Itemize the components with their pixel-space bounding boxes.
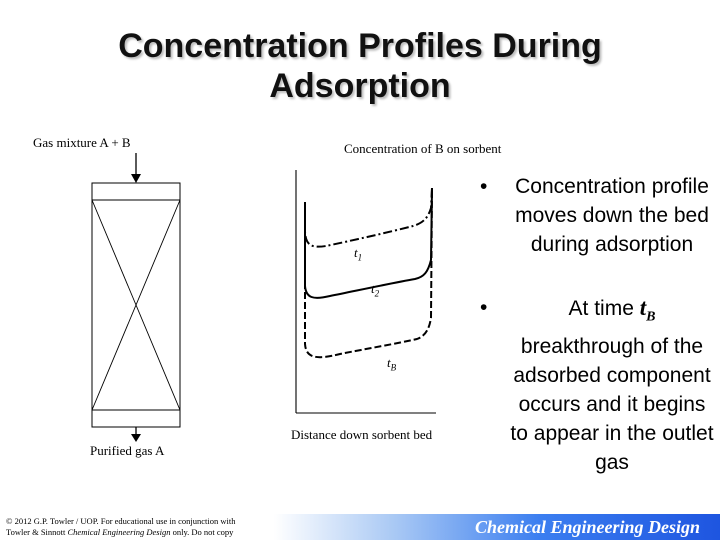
inlet-label: Gas mixture A + B: [33, 135, 131, 150]
inlet-arrow-head: [131, 174, 141, 183]
curve-label-tB: $t_B$: [387, 355, 397, 373]
copyright-notice: [6, 516, 236, 538]
curve-label-t1: $t_1$: [354, 245, 363, 263]
y-axis-label: Concentration of B on sorbent: [344, 141, 502, 156]
bullet-text-after: breakthrough of the adsorbed component occurs and it begins to appear in the outlet gas: [510, 334, 714, 474]
bullet-list: [470, 172, 716, 477]
bullet-dot: •: [480, 175, 488, 198]
copyright-line-2: Towler & Sinnott Chemical Engineering Design only. Do not copy: [6, 527, 234, 537]
title-line-2: Adsorption: [269, 67, 451, 105]
bullet-text-before: At time: [568, 297, 640, 320]
outlet-label: Purified gas A: [90, 443, 165, 458]
brand-title: Chemical Engineering Design: [474, 517, 700, 537]
profile-curve-tB: [305, 188, 432, 357]
bullet-text: Concentration profile moves down the bed during adsorption: [515, 175, 709, 256]
bullet-dot: •: [480, 296, 488, 319]
curve-label-t2: $t_2$: [371, 281, 380, 299]
x-axis-label: Distance down sorbent bed: [291, 427, 433, 442]
title-line-1: Concentration Profiles During: [118, 27, 602, 65]
breakthrough-time-symbol: $t_B$: [639, 295, 656, 325]
profile-curve-t2: [305, 188, 432, 298]
profile-curve-t1: [305, 188, 432, 247]
bullet-item: [470, 172, 716, 259]
outlet-arrow-head: [131, 434, 141, 442]
bullet-item: [470, 293, 716, 477]
copyright-line-1: © 2012 G.P. Towler / UOP. For educational use in conjunction with: [6, 516, 236, 526]
